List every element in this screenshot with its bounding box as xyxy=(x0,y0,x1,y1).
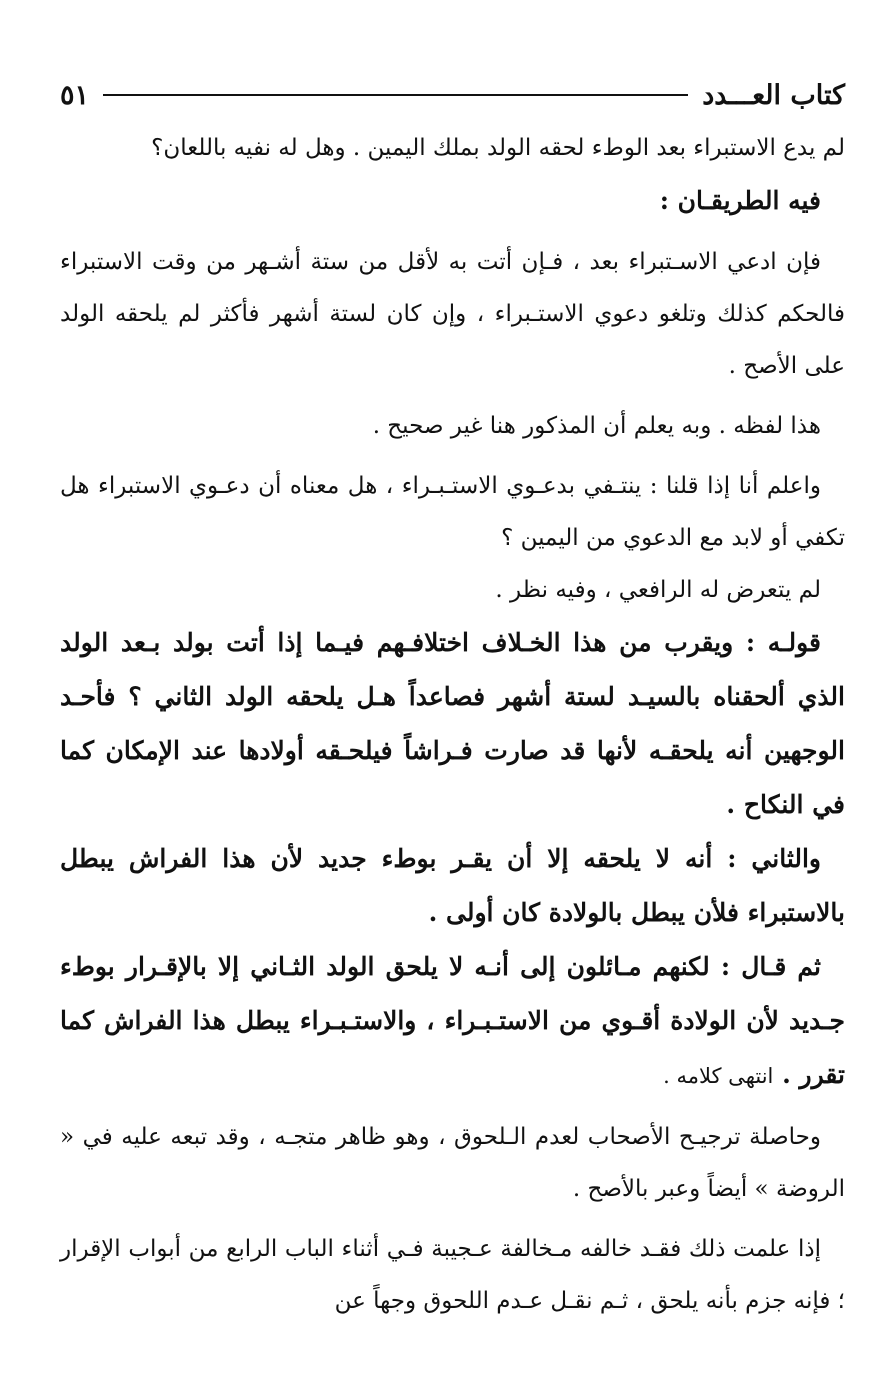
paragraph-9 xyxy=(60,940,845,1103)
paragraph-7: قولـه : ويقرب من هذا الخـلاف اختلافـهم فيـما إذا أتت بولد بـعد الولد الذي ألحقناه بالسيـد لستة أشهر فصاعداً هـل يلحقه الولد الثاني ؟ فأحـد الوجهين أنه يلحقـه لأنها قد صارت فـراشاً فيلحـقه أولادها عند الإمكان كما في النكاح . xyxy=(60,628,845,819)
paragraph-9-tail: انتهى كلامه . xyxy=(663,1064,774,1088)
paragraph-6: لم يتعرض له الرافعي ، وفيه نظر . xyxy=(495,577,821,603)
document-page xyxy=(60,70,845,1327)
paragraph-11: إذا علمت ذلك فقـد خالفه مـخالفة عـجيبة فـي أثناء الباب الرابع من أبواب الإقرار ؛ فإنه جزم بأنه يلحق ، ثـم نقـل عـدم اللحوق وجهاً عن xyxy=(60,1236,845,1314)
page-content xyxy=(60,122,845,1327)
page-header xyxy=(60,70,845,120)
paragraph-2: فيه الطريقـان : xyxy=(659,186,821,215)
paragraph-10: وحاصلة ترجيـح الأصحاب لعدم الـلحوق ، وهو ظاهر متجـه ، وقد تبعه عليه في « الروضة » أيضاً وعبر بالأصح . xyxy=(60,1124,845,1202)
paragraph-9-main: ثم قـال : لكنهم مـائلون إلى أنـه لا يلحق الولد الثـاني إلا بالإقـرار بوطء جـديد لأن الولادة أقـوي من الاستـبـراء ، والاستـبـراء يبطل هذا الفراش كما تقرر . xyxy=(60,952,845,1089)
paragraph-4: هذا لفظه . وبه يعلم أن المذكور هنا غير صحيح . xyxy=(372,413,821,439)
paragraph-5: واعلم أنا إذا قلنا : ينتـفي بدعـوي الاستـبـراء ، هل معناه أن دعـوي الاستبراء هل تكفي أو لابد مع الدعوي من اليمين ؟ xyxy=(60,473,845,551)
page-number: ٥١ xyxy=(60,79,90,111)
paragraph-3: فإن ادعي الاسـتبراء بعد ، فـإن أتت به لأقل من ستة أشـهر من وقت الاستبراء فالحكم كذلك وتلغو دعوي الاستـبراء ، وإن كان لستة أشهر فأكثر لم يلحقه الولد على الأصح . xyxy=(60,249,845,379)
header-rule xyxy=(103,94,688,96)
paragraph-8: والثاني : أنه لا يلحقه إلا أن يقـر بوطء جديد لأن هذا الفراش يبطل بالاستبراء فلأن يبطل بالولادة كان أولى . xyxy=(60,844,845,927)
book-title: كتاب العـــدد xyxy=(702,79,845,111)
paragraph-1: لم يدع الاستبراء بعد الوطء لحقه الولد بملك اليمين . وهل له نفيه باللعان؟ xyxy=(151,135,845,161)
